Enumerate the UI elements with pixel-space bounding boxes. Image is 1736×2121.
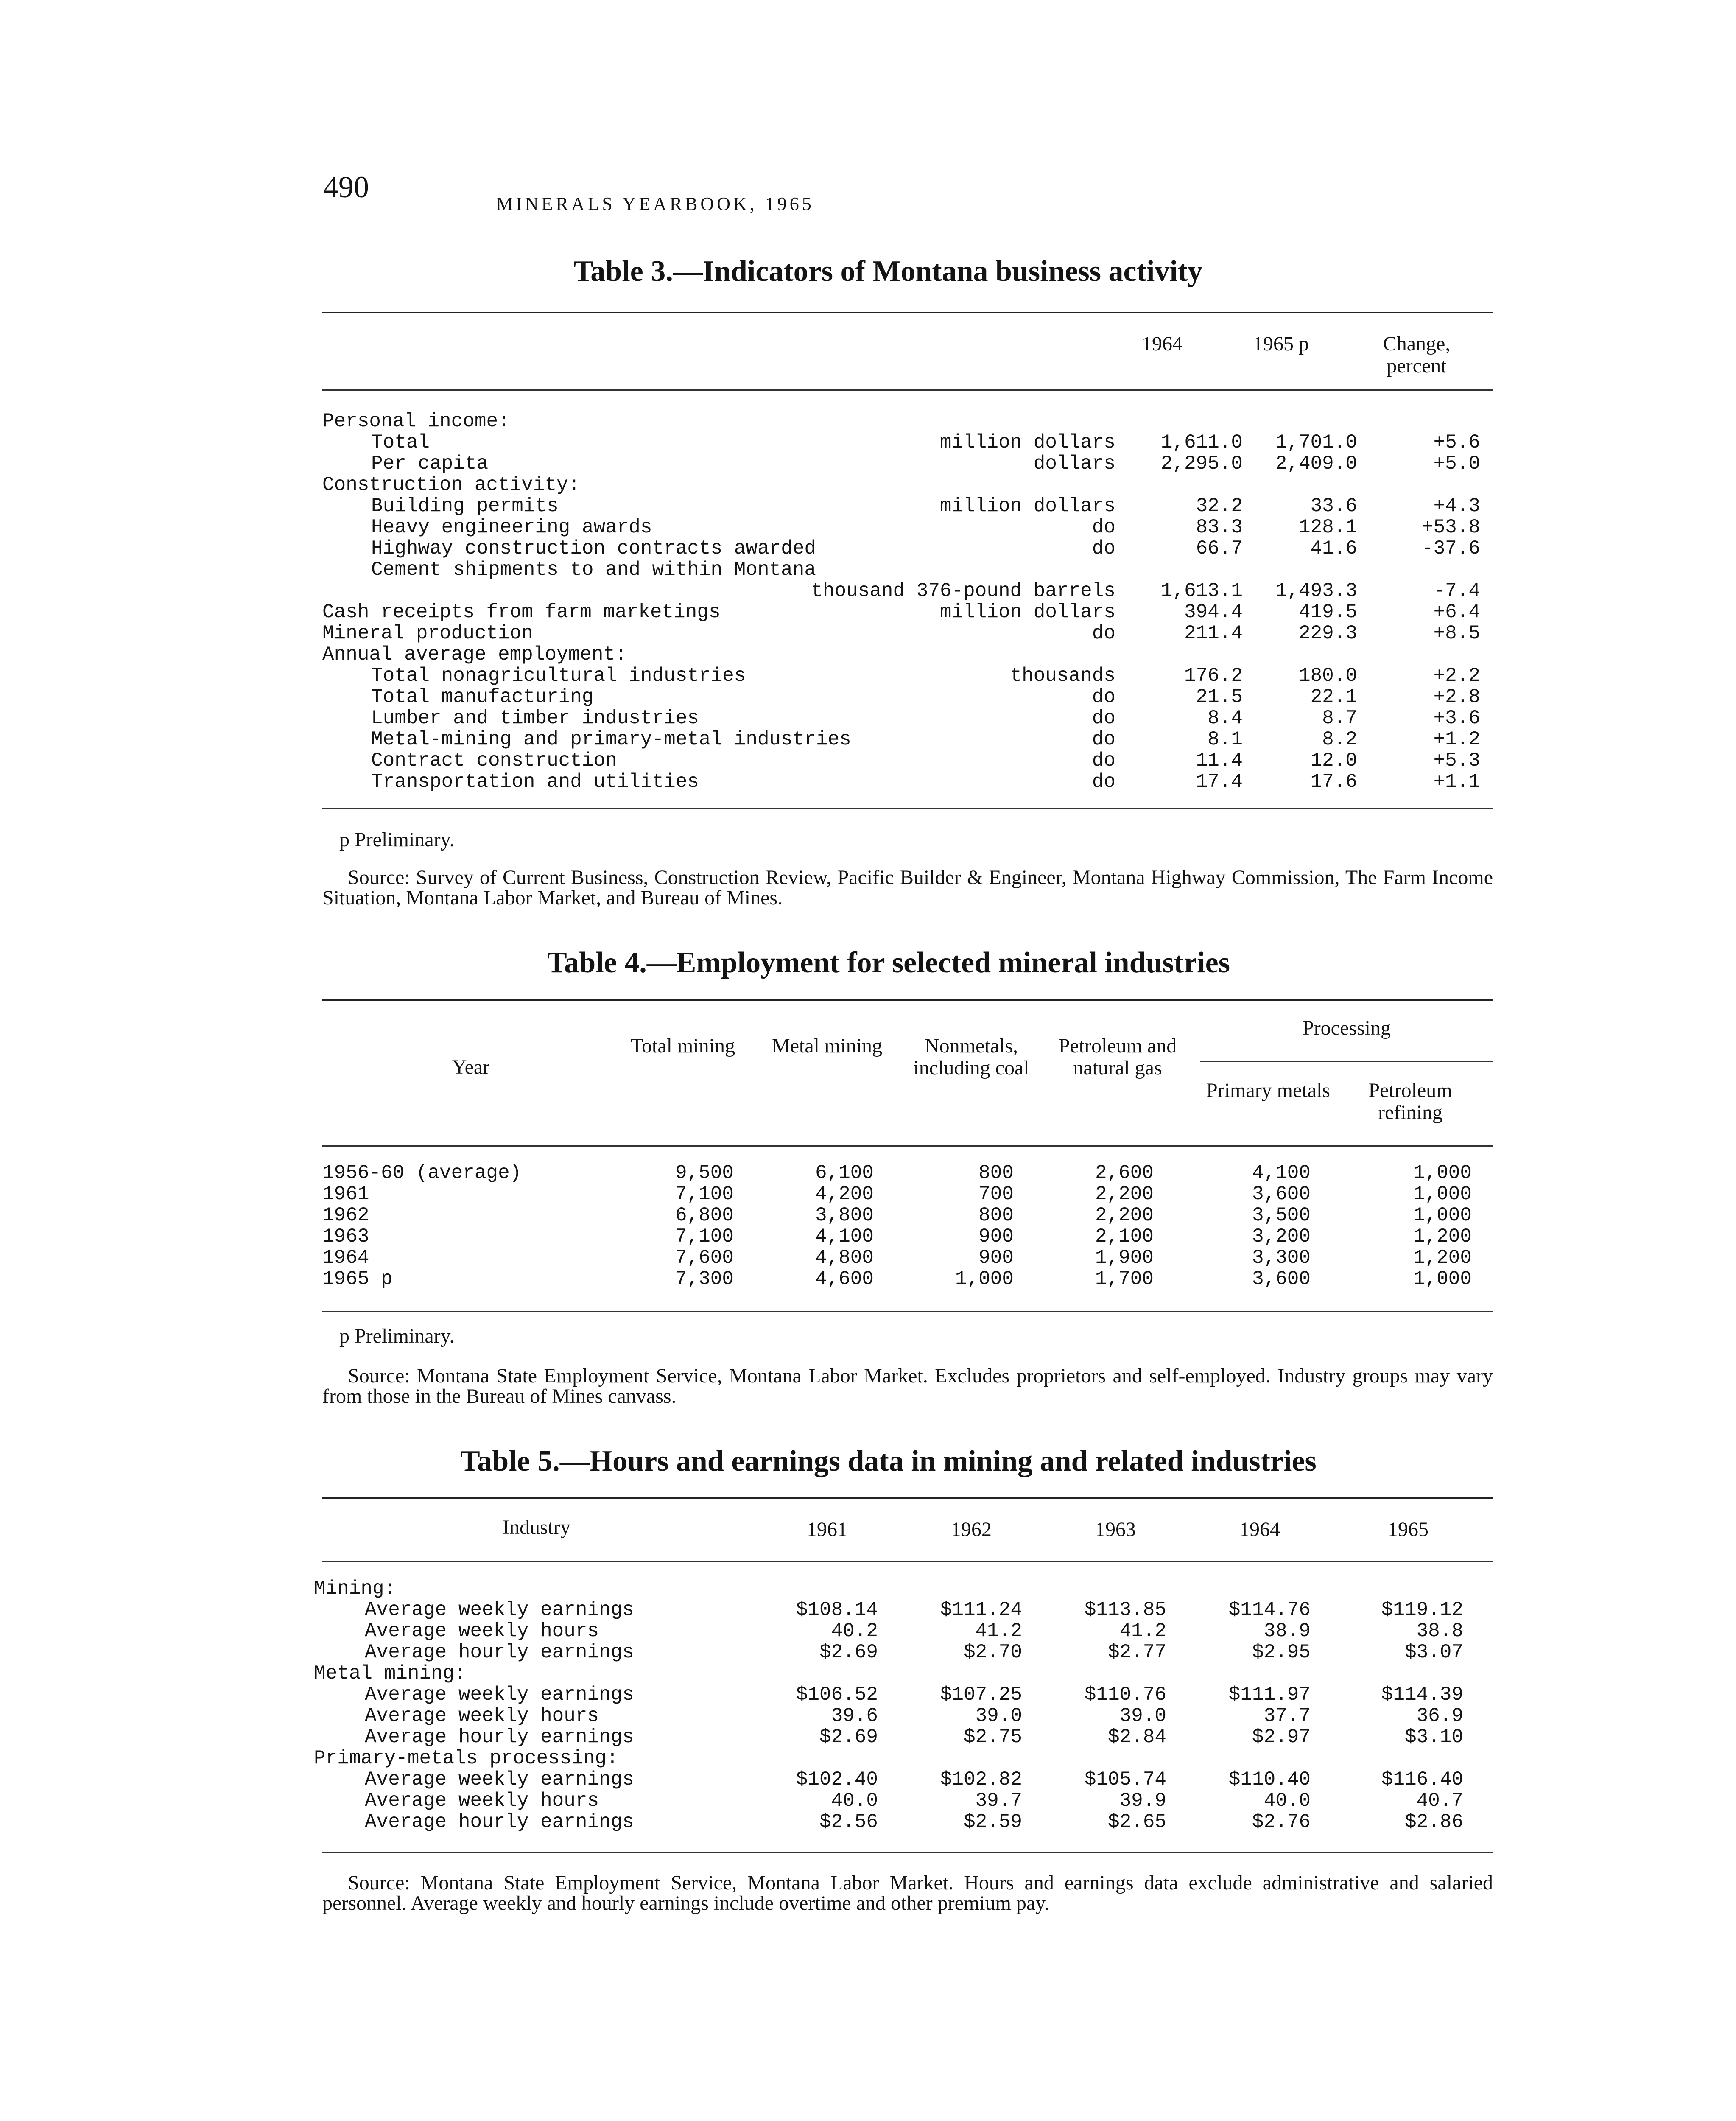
table3-value-1964	[1128, 411, 1264, 432]
table3-value-1965: 229.3	[1298, 622, 1357, 644]
table5-value: 38.8	[1416, 1620, 1463, 1642]
table3-value-change: +1.2	[1433, 728, 1480, 750]
table3-value-1965: 180.0	[1298, 665, 1357, 687]
table4-total-mining: 7,100	[675, 1226, 734, 1248]
table4-petroleum-refining: 1,200	[1413, 1226, 1472, 1248]
table5-label: Average weekly earnings	[365, 1768, 634, 1791]
table3-row	[322, 580, 1493, 602]
table5-value: $108.14	[796, 1599, 878, 1621]
table3-value-change	[1374, 559, 1493, 580]
table3-value-change: +4.3	[1433, 495, 1480, 517]
table5-value: 36.9	[1416, 1705, 1463, 1727]
table3-top-rule	[322, 312, 1493, 313]
table3-label-cell	[322, 474, 1128, 495]
table5-grid	[314, 1578, 1493, 1833]
table4-primary-metals: 3,200	[1252, 1226, 1311, 1248]
table3-label-cell	[322, 708, 1128, 729]
table4-petroleum: 2,600	[1095, 1162, 1154, 1184]
table3-value-change: +5.3	[1433, 750, 1480, 772]
table3-label-cell	[322, 686, 1128, 708]
table5-label: Average weekly hours	[365, 1620, 599, 1642]
table3-label-cell	[322, 644, 1128, 665]
table4-head-total: Total mining	[631, 1035, 735, 1057]
table5-value	[763, 1578, 908, 1599]
table4-nonmetals: 900	[978, 1226, 1014, 1248]
table5-label: Primary-metals processing:	[314, 1747, 618, 1769]
table5-value: 39.0	[1119, 1705, 1166, 1727]
table5-label: Average weekly hours	[365, 1790, 599, 1812]
table5-value	[763, 1748, 908, 1769]
table3-label-cell	[322, 771, 1128, 792]
table5-row	[314, 1620, 1493, 1642]
table5-row	[314, 1642, 1493, 1663]
table3-row	[322, 474, 1493, 495]
table3-value-change: +3.6	[1433, 707, 1480, 729]
table3-value-change: +5.0	[1433, 453, 1480, 475]
table3-col-1965: 1965 p	[1253, 333, 1309, 355]
table4-head-nonmetals: Nonmetals, including coal	[913, 1035, 1029, 1079]
table3-value-1964: 2,295.0	[1160, 453, 1243, 475]
table3-value-change	[1374, 644, 1493, 665]
table3-value-1965: 1,493.3	[1275, 580, 1357, 602]
table5-header-rule	[322, 1561, 1493, 1562]
table5-value	[1052, 1663, 1196, 1684]
table4-source: Source: Montana State Employment Service, Montana Labor Market. Excludes proprietors and self-employed. Industry groups may vary from those in the Bureau of Mines canvass.	[322, 1365, 1493, 1407]
table3-label-cell	[322, 580, 1128, 602]
table4-processing-rule	[1200, 1060, 1493, 1062]
table5-row	[314, 1790, 1493, 1811]
table3-label-cell	[322, 432, 1128, 453]
table3-row-label: Heavy engineering awards	[371, 516, 652, 538]
table3-row	[322, 517, 1493, 538]
table3-label-cell	[322, 517, 1128, 538]
table3-value-1965: 419.5	[1298, 601, 1357, 623]
table3-row	[322, 623, 1493, 644]
table5-value: $2.75	[963, 1726, 1022, 1748]
table5-value: $111.24	[940, 1599, 1022, 1621]
table5-value: $114.76	[1228, 1599, 1311, 1621]
table4-header-rule	[322, 1145, 1493, 1147]
table5-value: $2.59	[963, 1811, 1022, 1833]
table5-label: Average hourly earnings	[365, 1641, 634, 1663]
table4-total-mining: 9,500	[675, 1162, 734, 1184]
table3-row-label: Total nonagricultural industries	[371, 665, 746, 687]
table3-body	[322, 411, 1493, 792]
table5-value	[1340, 1748, 1493, 1769]
table4-year: 1961	[322, 1183, 369, 1205]
table5-value: 39.0	[975, 1705, 1022, 1727]
table5-row	[314, 1726, 1493, 1748]
table5-head-1963: 1963	[1095, 1518, 1136, 1541]
table4-petroleum: 1,700	[1095, 1268, 1154, 1290]
table5-value: $114.39	[1381, 1684, 1463, 1706]
table3-value-1965: 12.0	[1310, 750, 1357, 772]
table3-row	[322, 686, 1493, 708]
table4-year: 1962	[322, 1204, 369, 1226]
table5-value: 40.7	[1416, 1790, 1463, 1812]
table5-source: Source: Montana State Employment Service, Montana Labor Market. Hours and earnings data exclude administrative and salaried personnel. Average weekly and hourly earnings include overtime and other premium pay.	[322, 1872, 1493, 1914]
table5-title: Table 5.—Hours and earnings data in mining and related industries	[460, 1445, 1317, 1477]
table5-value: 41.2	[1119, 1620, 1166, 1642]
table4-primary-metals: 3,300	[1252, 1247, 1311, 1269]
table5-value: $107.25	[940, 1684, 1022, 1706]
table4-bottom-rule	[322, 1311, 1493, 1312]
table4-nonmetals: 800	[978, 1162, 1014, 1184]
table3-row-unit: million dollars	[939, 495, 1115, 517]
table5-value	[1196, 1663, 1340, 1684]
table4-year: 1963	[322, 1226, 369, 1248]
table3-row-unit: do	[1092, 707, 1115, 729]
table3-row-label: Total	[371, 431, 430, 453]
table3-value-1964: 211.4	[1184, 622, 1243, 644]
table3-value-1964: 11.4	[1196, 750, 1243, 772]
table3-value-change	[1374, 411, 1493, 432]
table5-head-1962: 1962	[951, 1518, 992, 1541]
table4-row	[322, 1247, 1493, 1268]
table5-value: 40.0	[1264, 1790, 1311, 1812]
table5-head-1964: 1964	[1239, 1518, 1280, 1541]
table5-value	[908, 1748, 1052, 1769]
table3-row	[322, 644, 1493, 665]
table5-value: $110.76	[1084, 1684, 1166, 1706]
table5-value	[908, 1663, 1052, 1684]
table4-petroleum: 2,100	[1095, 1226, 1154, 1248]
table3-label-cell	[322, 623, 1128, 644]
table5-value: 40.0	[831, 1790, 878, 1812]
table4-total-mining: 7,100	[675, 1183, 734, 1205]
table5-value: 38.9	[1264, 1620, 1311, 1642]
table5-value: 39.7	[975, 1790, 1022, 1812]
table3-value-1964: 66.7	[1196, 537, 1243, 560]
table4-petroleum: 2,200	[1095, 1183, 1154, 1205]
table5-value: $102.82	[940, 1768, 1022, 1791]
table3-value-1964: 176.2	[1184, 665, 1243, 687]
table3-row	[322, 771, 1493, 792]
table5-value: 39.9	[1119, 1790, 1166, 1812]
table3-value-1964: 1,611.0	[1160, 431, 1243, 453]
table3-grid	[322, 411, 1493, 792]
table3-row-label: Cement shipments to and within Montana	[371, 559, 816, 581]
table5-value: $2.69	[819, 1641, 878, 1663]
table3-value-1964	[1128, 474, 1264, 495]
table3-value-1965	[1264, 559, 1374, 580]
table5-value: $119.12	[1381, 1599, 1463, 1621]
table4-head-processing: Processing	[1303, 1017, 1391, 1039]
table4-row	[322, 1162, 1493, 1184]
table5-value: $2.56	[819, 1811, 878, 1833]
table5-row	[314, 1811, 1493, 1833]
table3-row-label: Lumber and timber industries	[371, 707, 699, 729]
table3-row-label: Annual average employment:	[322, 644, 627, 666]
table5-value: $2.84	[1107, 1726, 1166, 1748]
table4-year: 1964	[322, 1247, 369, 1269]
table4-petroleum-refining: 1,000	[1413, 1162, 1472, 1184]
table5-value: 39.6	[831, 1705, 878, 1727]
table4-metal-mining: 4,600	[815, 1268, 874, 1290]
table3-value-1964: 8.4	[1208, 707, 1243, 729]
table4-petroleum-refining: 1,000	[1413, 1268, 1472, 1290]
table5-body	[314, 1578, 1493, 1833]
table3-value-1965: 1,701.0	[1275, 431, 1357, 453]
table4-head-year: Year	[452, 1056, 490, 1078]
table3-row-label: Building permits	[371, 495, 559, 517]
table4-primary-metals: 3,600	[1252, 1183, 1311, 1205]
table3-value-1964: 83.3	[1196, 516, 1243, 538]
table4-petroleum-refining: 1,200	[1413, 1247, 1472, 1269]
table3-label-cell	[322, 453, 1128, 474]
table3-row-label: Cash receipts from farm marketings	[322, 601, 721, 623]
table4-row	[322, 1268, 1493, 1290]
table5-value	[1196, 1748, 1340, 1769]
table4-nonmetals: 800	[978, 1204, 1014, 1226]
table5-row	[314, 1578, 1493, 1599]
table4-total-mining: 7,300	[675, 1268, 734, 1290]
table5-value: $2.76	[1252, 1811, 1311, 1833]
table4-title: Table 4.—Employment for selected mineral industries	[547, 946, 1230, 979]
table3-row-label: Construction activity:	[322, 474, 580, 496]
table3-row-label: Metal-mining and primary-metal industries	[371, 728, 851, 750]
table4-top-rule	[322, 999, 1493, 1001]
table3-row-unit: million dollars	[939, 601, 1115, 623]
table4-nonmetals: 700	[978, 1183, 1014, 1205]
table3-value-1965	[1264, 411, 1374, 432]
table3-header-rule	[322, 389, 1493, 391]
table3-row	[322, 559, 1493, 580]
table4-year: 1965 p	[322, 1268, 393, 1290]
table4-grid	[322, 1162, 1493, 1290]
table5-value: $2.86	[1404, 1811, 1463, 1833]
table5-row	[314, 1663, 1493, 1684]
table3-label-cell	[322, 665, 1128, 686]
table3-row-label: Highway construction contracts awarded	[371, 537, 816, 560]
table3-row	[322, 750, 1493, 771]
table3-value-1964	[1128, 644, 1264, 665]
table5-head-1961: 1961	[807, 1518, 847, 1541]
table3-row-unit: do	[1092, 750, 1115, 772]
table3-row-unit: million dollars	[939, 431, 1115, 453]
table5-label: Average weekly hours	[365, 1705, 599, 1727]
table3-row	[322, 665, 1493, 686]
table3-value-change: +53.8	[1421, 516, 1480, 538]
table3-label-cell	[322, 411, 1128, 432]
table3-row-unit: do	[1092, 622, 1115, 644]
table3-value-1965	[1264, 474, 1374, 495]
table5-value: $2.97	[1252, 1726, 1311, 1748]
table3-label-cell	[322, 538, 1128, 559]
table4-nonmetals: 1,000	[955, 1268, 1014, 1290]
table3-value-1964: 8.1	[1208, 728, 1243, 750]
table3-value-1964: 32.2	[1196, 495, 1243, 517]
table5-row	[314, 1769, 1493, 1790]
table3-value-change: +8.5	[1433, 622, 1480, 644]
table3-row	[322, 495, 1493, 517]
table4-head-metal: Metal mining	[772, 1035, 882, 1057]
table3-label-cell	[322, 602, 1128, 623]
table5-value: 41.2	[975, 1620, 1022, 1642]
table3-row-label: Total manufacturing	[371, 686, 594, 708]
table5-value	[1052, 1748, 1196, 1769]
table5-value: $2.70	[963, 1641, 1022, 1663]
table5-row	[314, 1684, 1493, 1705]
table5-bottom-rule	[322, 1852, 1493, 1853]
table3-row-unit: thousands	[1010, 665, 1115, 687]
table3-col-change: Change, percent	[1383, 333, 1451, 377]
table3-value-1964: 17.4	[1196, 771, 1243, 793]
table5-value: $106.52	[796, 1684, 878, 1706]
table5-value	[1340, 1663, 1493, 1684]
table5-value: $102.40	[796, 1768, 878, 1791]
table3-value-1965: 8.2	[1322, 728, 1357, 750]
table3-value-1965: 17.6	[1310, 771, 1357, 793]
table5-value: 37.7	[1264, 1705, 1311, 1727]
table5-top-rule	[322, 1497, 1493, 1499]
table3-row-unit: dollars	[1033, 453, 1115, 475]
table5-row	[314, 1748, 1493, 1769]
table3-value-change: +5.6	[1433, 431, 1480, 453]
table5-label: Average weekly earnings	[365, 1684, 634, 1706]
table3-value-change: +6.4	[1433, 601, 1480, 623]
table3-row	[322, 538, 1493, 559]
table5-label: Mining:	[314, 1578, 396, 1600]
page-number: 490	[323, 170, 369, 204]
running-title: MINERALS YEARBOOK, 1965	[496, 193, 814, 214]
table3-row-label: Transportation and utilities	[371, 771, 699, 793]
table5-value: $2.65	[1107, 1811, 1166, 1833]
table4-petroleum: 2,200	[1095, 1204, 1154, 1226]
table4-petroleum-refining: 1,000	[1413, 1183, 1472, 1205]
table4-petroleum-refining: 1,000	[1413, 1204, 1472, 1226]
table3-source: Source: Survey of Current Business, Construction Review, Pacific Builder & Engineer, Montana Highway Commission, The Farm Income Situation, Montana Labor Market, and Bureau of Mines.	[322, 866, 1493, 909]
table3-value-1965: 2,409.0	[1275, 453, 1357, 475]
table4-total-mining: 6,800	[675, 1204, 734, 1226]
table4-head-petroleum: Petroleum and natural gas	[1058, 1035, 1177, 1079]
table5-row	[314, 1705, 1493, 1726]
table3-value-change: -7.4	[1433, 580, 1480, 602]
table3-value-1965: 33.6	[1310, 495, 1357, 517]
table5-head-1965: 1965	[1388, 1518, 1428, 1541]
table3-label-cell	[322, 750, 1128, 771]
table3-row-unit: do	[1092, 537, 1115, 560]
table3-value-1965: 41.6	[1310, 537, 1357, 560]
table5-value: $2.95	[1252, 1641, 1311, 1663]
table4-metal-mining: 3,800	[815, 1204, 874, 1226]
table3-row	[322, 602, 1493, 623]
table4-total-mining: 7,600	[675, 1247, 734, 1269]
table4-row	[322, 1226, 1493, 1247]
table4-head-primary: Primary metals	[1206, 1079, 1330, 1102]
table3-row	[322, 411, 1493, 432]
table5-label: Average hourly earnings	[365, 1726, 634, 1748]
table4-metal-mining: 6,100	[815, 1162, 874, 1184]
table3-row-label: Mineral production	[322, 622, 533, 644]
table3-row	[322, 729, 1493, 750]
table3-row	[322, 432, 1493, 453]
table3-row-unit: do	[1092, 516, 1115, 538]
table4-metal-mining: 4,200	[815, 1183, 874, 1205]
table3-value-change: +2.8	[1433, 686, 1480, 708]
table4-nonmetals: 900	[978, 1247, 1014, 1269]
table3-row-label: Contract construction	[371, 750, 617, 772]
table5-label: Metal mining:	[314, 1662, 466, 1684]
table3-row-unit: do	[1092, 771, 1115, 793]
table5-value	[1340, 1578, 1493, 1599]
table3-value-1964: 21.5	[1196, 686, 1243, 708]
table4-head-refining: Petroleum refining	[1368, 1079, 1452, 1124]
table4-footnote: p Preliminary.	[339, 1325, 455, 1347]
table3-col-1964: 1964	[1142, 333, 1182, 355]
table3-row-unit: do	[1092, 728, 1115, 750]
table4-row	[322, 1184, 1493, 1205]
table5-value: 40.2	[831, 1620, 878, 1642]
table3-row-unit: do	[1092, 686, 1115, 708]
table5-value: $3.10	[1404, 1726, 1463, 1748]
table4-primary-metals: 4,100	[1252, 1162, 1311, 1184]
table5-value: $116.40	[1381, 1768, 1463, 1791]
table3-bottom-rule	[322, 808, 1493, 809]
table4-metal-mining: 4,800	[815, 1247, 874, 1269]
table4-row	[322, 1205, 1493, 1226]
table5-value	[1052, 1578, 1196, 1599]
table5-value	[908, 1578, 1052, 1599]
table3-value-1965: 128.1	[1298, 516, 1357, 538]
table3-row-label: Personal income:	[322, 410, 510, 432]
table3-row	[322, 453, 1493, 474]
table5-value: $2.77	[1107, 1641, 1166, 1663]
table5-value	[1196, 1578, 1340, 1599]
table3-row	[322, 708, 1493, 729]
table3-title: Table 3.—Indicators of Montana business activity	[573, 255, 1203, 288]
table5-value: $113.85	[1084, 1599, 1166, 1621]
table5-value	[763, 1663, 908, 1684]
table3-value-change	[1374, 474, 1493, 495]
table5-label: Average weekly earnings	[365, 1599, 634, 1621]
table5-head-industry: Industry	[503, 1516, 570, 1539]
table3-value-1964	[1128, 559, 1264, 580]
table3-value-1965: 8.7	[1322, 707, 1357, 729]
table4-metal-mining: 4,100	[815, 1226, 874, 1248]
table4-body	[322, 1162, 1493, 1290]
table3-value-change: +2.2	[1433, 665, 1480, 687]
table3-value-1965: 22.1	[1310, 686, 1357, 708]
table5-row	[314, 1599, 1493, 1620]
table5-value: $3.07	[1404, 1641, 1463, 1663]
table3-row-label: Per capita	[371, 453, 489, 475]
table5-label: Average hourly earnings	[365, 1811, 634, 1833]
table3-label-cell	[322, 495, 1128, 517]
table3-value-change: -37.6	[1421, 537, 1480, 560]
table3-value-1965	[1264, 644, 1374, 665]
table3-value-change: +1.1	[1433, 771, 1480, 793]
table5-value: $110.40	[1228, 1768, 1311, 1791]
table5-value: $111.97	[1228, 1684, 1311, 1706]
table3-value-1964: 394.4	[1184, 601, 1243, 623]
table3-label-cell	[322, 729, 1128, 750]
table5-value: $2.69	[819, 1726, 878, 1748]
table3-value-1964: 1,613.1	[1160, 580, 1243, 602]
table3-row-unit: thousand 376-pound barrels	[811, 580, 1115, 602]
table3-footnote: p Preliminary.	[339, 828, 455, 851]
table4-primary-metals: 3,500	[1252, 1204, 1311, 1226]
table4-petroleum: 1,900	[1095, 1247, 1154, 1269]
table5-value: $105.74	[1084, 1768, 1166, 1791]
table3-label-cell	[322, 559, 1128, 580]
table4-primary-metals: 3,600	[1252, 1268, 1311, 1290]
table4-year: 1956-60 (average)	[322, 1162, 522, 1184]
